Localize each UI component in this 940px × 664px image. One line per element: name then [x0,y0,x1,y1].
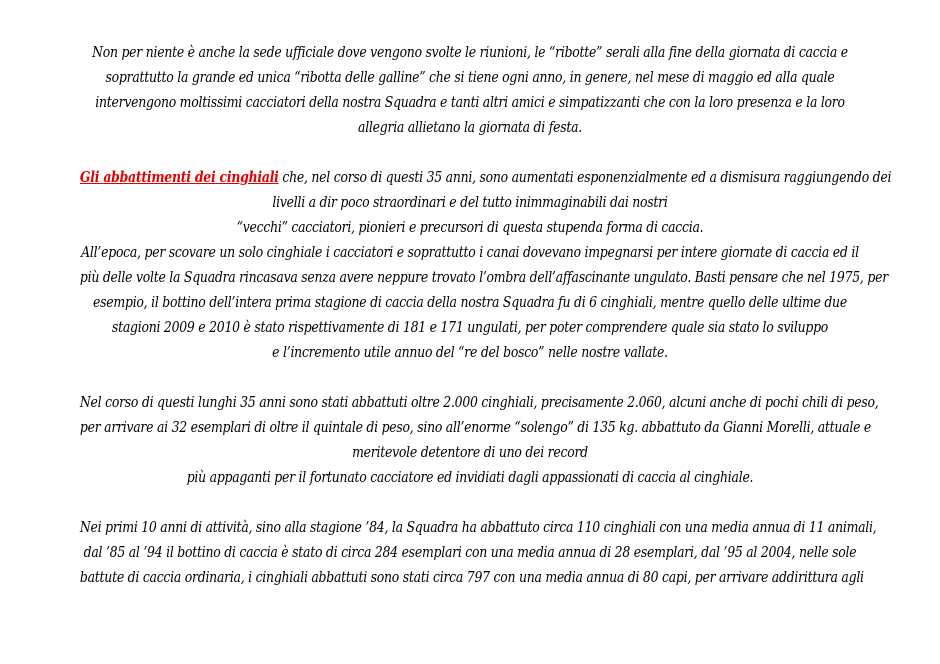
text-line: soprattutto la grande ed unica “ribotta delle galline” che si tiene ogni anno, in genere, nel mese di maggio ed alla quale [105,68,835,86]
text-fragment: che, nel corso di questi 35 anni, sono aumentati esponenzialmente ed a dismisura raggiungendo dei [278,168,892,186]
boar-culls-link[interactable]: Gli abbattimenti dei cinghiali [79,168,279,186]
text-line: e l’incremento utile annuo del “re del bosco” nelle nostre vallate. [272,343,668,361]
text-line: più delle volte la Squadra rincasava senza avere neppure trovato l’ombra dell’affascinante ungulato. Basti pensare che nel 1975, per [79,268,888,286]
paragraph-totals [79,390,879,490]
text-line: battute di caccia ordinaria, i cinghiali abbattuti sono stati circa 797 con una media annua di 80 capi, per arrivare addirittura agli [79,568,864,586]
text-line: allegria allietano la giornata di festa. [358,118,582,136]
text-line: livelli a dir poco straordinari e del tutto inimmaginabili dai nostri [272,193,668,211]
paragraph-decades [79,515,877,590]
paragraph-boar-culls [79,165,892,365]
text-line [79,165,892,190]
document-body [79,40,892,615]
text-line: Non per niente è anche la sede ufficiale dove vengono svolte le riunioni, le “ribotte” serali alla fine della giornata di caccia e [92,43,848,61]
text-line: per arrivare ai 32 esemplari di oltre il quintale di peso, sino all’enorme “solengo” di 135 kg. abbattuto da Gianni Morelli, attuale e [79,418,872,436]
text-line: intervengono moltissimi cacciatori della nostra Squadra e tanti altri amici e simpatizzanti che con la loro presenza e la loro [95,93,845,111]
text-line: meritevole detentore di uno dei record [352,443,588,461]
text-line: All’epoca, per scovare un solo cinghiale i cacciatori e soprattutto i canai dovevano impegnarsi per intere giornate di caccia ed il [81,243,859,261]
text-line: dal ’85 al ’94 il bottino di caccia è stato di circa 284 esemplari con una media annua di 28 esemplari, dal ’95 al 2004, nelle sole [83,543,857,561]
text-line: Nel corso di questi lunghi 35 anni sono stati abbattuti oltre 2.000 cinghiali, precisamente 2.060, alcuni anche di pochi chili di peso, [79,393,879,411]
text-line: “vecchi” cacciatori, pionieri e precursori di questa stupenda forma di caccia. [236,218,704,236]
paragraph-meeting-venue [80,40,860,140]
text-line: più appaganti per il fortunato cacciatore ed invidiati dagli appassionati di caccia al cinghiale. [186,468,754,486]
text-line: esempio, il bottino dell’intera prima stagione di caccia della nostra Squadra fu di 6 cinghiali, mentre quello delle ultime due [93,293,847,311]
text-line: stagioni 2009 e 2010 è stato rispettivamente di 181 e 171 ungulati, per poter comprendere quale sia stato lo sviluppo [111,318,829,336]
text-line: Nei primi 10 anni di attività, sino alla stagione ’84, la Squadra ha abbattuto circa 110 cinghiali con una media annua di 11 animali, [79,518,877,536]
